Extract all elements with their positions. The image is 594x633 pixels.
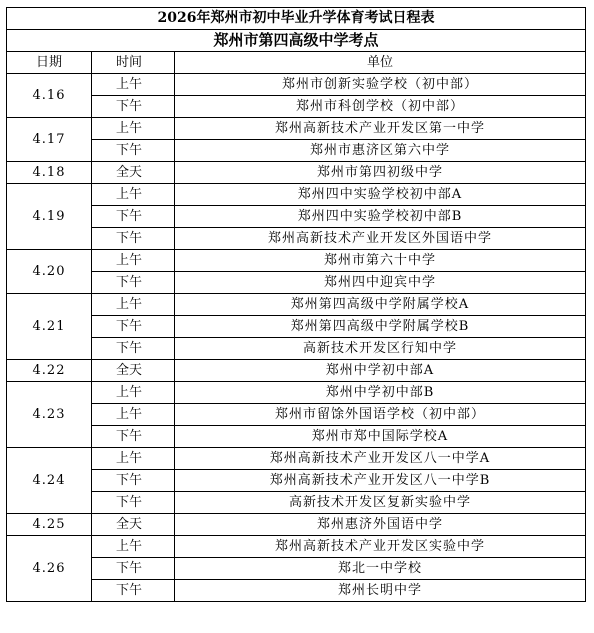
unit-cell: 高新技术开发区行知中学	[175, 338, 586, 360]
table-row	[7, 250, 586, 272]
unit-cell: 郑州长明中学	[175, 580, 586, 602]
period-cell: 上午	[92, 294, 175, 316]
table-row	[7, 558, 586, 580]
unit-cell: 郑州四中实验学校初中部B	[175, 206, 586, 228]
table-row	[7, 206, 586, 228]
date-cell: 4.21	[7, 294, 92, 360]
period-cell: 下午	[92, 470, 175, 492]
header-unit: 单位	[175, 52, 586, 74]
unit-cell: 郑州中学初中部A	[175, 360, 586, 382]
period-cell: 下午	[92, 426, 175, 448]
table-row	[7, 140, 586, 162]
period-cell: 上午	[92, 536, 175, 558]
table-row	[7, 580, 586, 602]
header-period: 时间	[92, 52, 175, 74]
table-row	[7, 404, 586, 426]
unit-cell: 郑州惠济外国语中学	[175, 514, 586, 536]
table-row	[7, 492, 586, 514]
period-cell: 全天	[92, 360, 175, 382]
unit-cell: 郑州高新技术产业开发区外国语中学	[175, 228, 586, 250]
unit-cell: 郑州第四高级中学附属学校A	[175, 294, 586, 316]
table-row	[7, 382, 586, 404]
unit-cell: 郑州市创新实验学校（初中部）	[175, 74, 586, 96]
period-cell: 全天	[92, 162, 175, 184]
date-cell: 4.22	[7, 360, 92, 382]
date-cell: 4.25	[7, 514, 92, 536]
period-cell: 上午	[92, 118, 175, 140]
date-cell: 4.16	[7, 74, 92, 118]
period-cell: 下午	[92, 140, 175, 162]
period-cell: 下午	[92, 96, 175, 118]
period-cell: 下午	[92, 206, 175, 228]
table-row	[7, 316, 586, 338]
unit-cell: 郑州市郑中国际学校A	[175, 426, 586, 448]
table-row	[7, 426, 586, 448]
unit-cell: 郑州第四高级中学附属学校B	[175, 316, 586, 338]
date-cell: 4.19	[7, 184, 92, 250]
table-row	[7, 272, 586, 294]
period-cell: 下午	[92, 316, 175, 338]
period-cell: 下午	[92, 272, 175, 294]
period-cell: 上午	[92, 184, 175, 206]
unit-cell: 郑州市留馀外国语学校（初中部）	[175, 404, 586, 426]
period-cell: 下午	[92, 558, 175, 580]
unit-cell: 郑州高新技术产业开发区第一中学	[175, 118, 586, 140]
unit-cell: 郑州市第四初级中学	[175, 162, 586, 184]
date-cell: 4.23	[7, 382, 92, 448]
schedule-table-body	[7, 8, 586, 602]
table-row	[7, 294, 586, 316]
table-row	[7, 162, 586, 184]
unit-cell: 郑州高新技术产业开发区八一中学A	[175, 448, 586, 470]
title-row	[7, 8, 586, 30]
table-row	[7, 228, 586, 250]
header-row	[7, 52, 586, 74]
schedule-table	[6, 7, 586, 602]
period-cell: 下午	[92, 228, 175, 250]
table-row	[7, 184, 586, 206]
table-title: 2026年郑州市初中毕业升学体育考试日程表	[7, 8, 586, 30]
unit-cell: 郑州高新技术产业开发区八一中学B	[175, 470, 586, 492]
venue-subtitle: 郑州市第四高级中学考点	[7, 30, 586, 52]
period-cell: 下午	[92, 338, 175, 360]
table-row	[7, 74, 586, 96]
table-row	[7, 360, 586, 382]
unit-cell: 高新技术开发区复新实验中学	[175, 492, 586, 514]
period-cell: 上午	[92, 404, 175, 426]
unit-cell: 郑州四中实验学校初中部A	[175, 184, 586, 206]
date-cell: 4.24	[7, 448, 92, 514]
schedule-document	[6, 7, 586, 602]
date-cell: 4.26	[7, 536, 92, 602]
period-cell: 下午	[92, 492, 175, 514]
table-row	[7, 536, 586, 558]
unit-cell: 郑州市第六十中学	[175, 250, 586, 272]
period-cell: 上午	[92, 250, 175, 272]
period-cell: 全天	[92, 514, 175, 536]
unit-cell: 郑北一中学校	[175, 558, 586, 580]
date-cell: 4.20	[7, 250, 92, 294]
unit-cell: 郑州高新技术产业开发区实验中学	[175, 536, 586, 558]
subtitle-row	[7, 30, 586, 52]
date-cell: 4.18	[7, 162, 92, 184]
period-cell: 上午	[92, 448, 175, 470]
table-row	[7, 514, 586, 536]
table-row	[7, 338, 586, 360]
table-row	[7, 96, 586, 118]
header-date: 日期	[7, 52, 92, 74]
unit-cell: 郑州市科创学校（初中部）	[175, 96, 586, 118]
date-cell: 4.17	[7, 118, 92, 162]
table-row	[7, 448, 586, 470]
unit-cell: 郑州市惠济区第六中学	[175, 140, 586, 162]
period-cell: 下午	[92, 580, 175, 602]
unit-cell: 郑州四中迎宾中学	[175, 272, 586, 294]
unit-cell: 郑州中学初中部B	[175, 382, 586, 404]
period-cell: 上午	[92, 382, 175, 404]
table-row	[7, 470, 586, 492]
period-cell: 上午	[92, 74, 175, 96]
table-row	[7, 118, 586, 140]
